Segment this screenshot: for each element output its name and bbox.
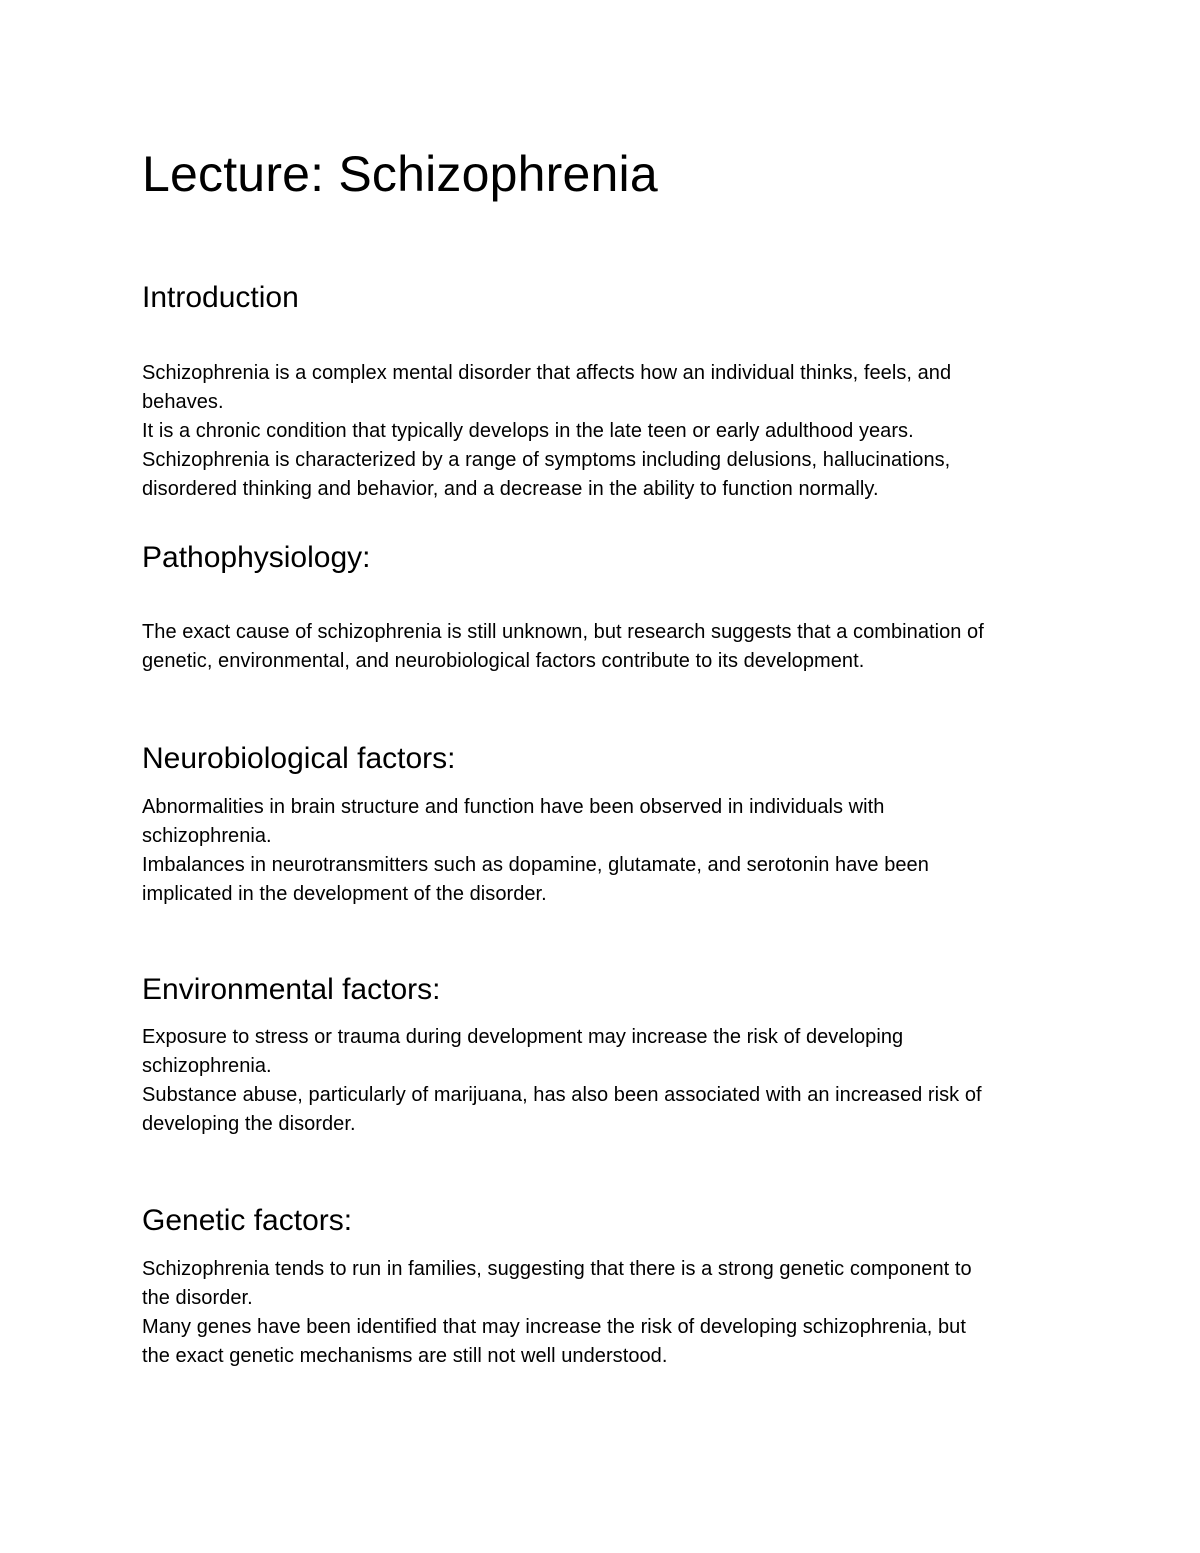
paragraph-line: Abnormalities in brain structure and function have been observed in individuals with [142, 796, 885, 818]
paragraph-line: genetic, environmental, and neurobiological factors contribute to its development. [142, 650, 865, 672]
section-heading-neurobiological-factors: Neurobiological factors: [142, 742, 456, 775]
paragraph-line: Imbalances in neurotransmitters such as dopamine, glutamate, and serotonin have been [142, 854, 929, 876]
paragraph-line: behaves. [142, 391, 224, 413]
paragraph-line: It is a chronic condition that typically develops in the late teen or early adulthood years. [142, 420, 914, 442]
paragraph-line: Exposure to stress or trauma during development may increase the risk of developing [142, 1026, 904, 1048]
paragraph-line: schizophrenia. [142, 1055, 272, 1077]
paragraph-line: schizophrenia. [142, 825, 272, 847]
section-body-genetic-factors [142, 1255, 972, 1371]
paragraph-line: developing the disorder. [142, 1113, 356, 1135]
paragraph-line: Substance abuse, particularly of marijuana, has also been associated with an increased risk of [142, 1084, 982, 1106]
section-heading-environmental-factors: Environmental factors: [142, 973, 441, 1006]
paragraph-line: The exact cause of schizophrenia is still unknown, but research suggests that a combination of [142, 621, 984, 643]
section-heading-genetic-factors: Genetic factors: [142, 1204, 353, 1237]
section-heading-introduction: Introduction [142, 281, 299, 314]
paragraph-line: the disorder. [142, 1287, 253, 1309]
section-body-introduction [142, 359, 951, 504]
section-body-environmental-factors [142, 1023, 982, 1139]
paragraph-line: Schizophrenia is a complex mental disorder that affects how an individual thinks, feels, and [142, 362, 952, 384]
paragraph-line: disordered thinking and behavior, and a decrease in the ability to function normally. [142, 478, 879, 500]
paragraph-line: implicated in the development of the disorder. [142, 883, 547, 905]
paragraph-line: Many genes have been identified that may increase the risk of developing schizophrenia, but [142, 1316, 966, 1338]
section-body-neurobiological-factors [142, 793, 929, 909]
page-title: Lecture: Schizophrenia [142, 146, 658, 202]
paragraph-line: Schizophrenia is characterized by a range of symptoms including delusions, hallucinations, [142, 449, 951, 471]
section-body-pathophysiology [142, 618, 984, 676]
paragraph-line: Schizophrenia tends to run in families, suggesting that there is a strong genetic component to [142, 1258, 972, 1280]
paragraph-line: the exact genetic mechanisms are still not well understood. [142, 1345, 668, 1367]
section-heading-pathophysiology: Pathophysiology: [142, 541, 371, 574]
